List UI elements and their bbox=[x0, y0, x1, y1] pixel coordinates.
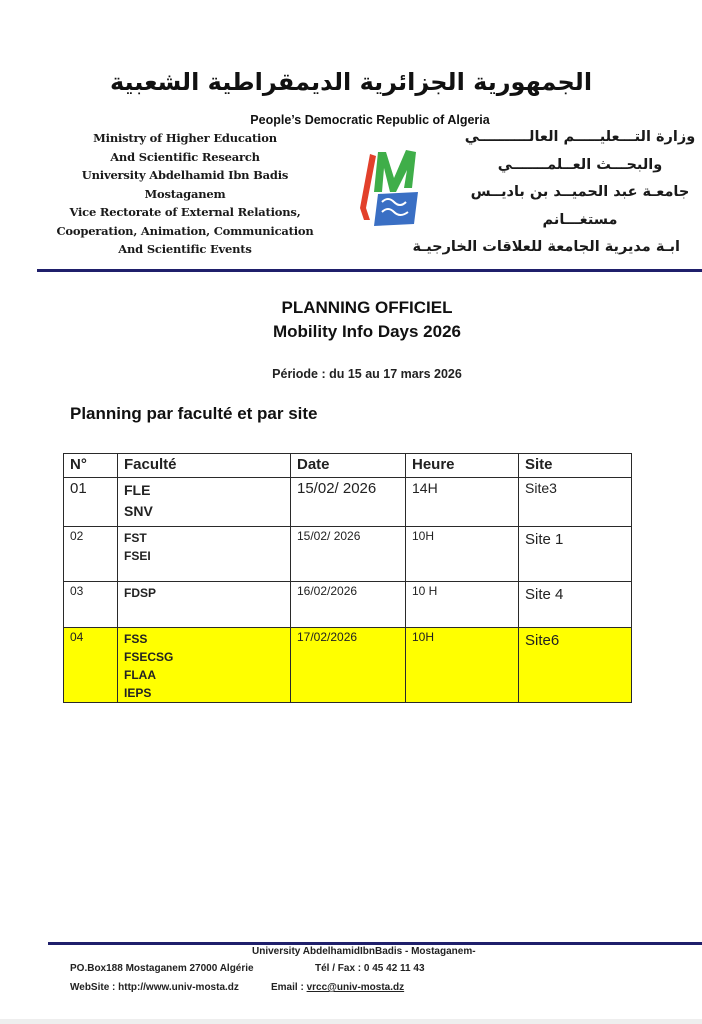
cell-date: 15/02/ 2026 bbox=[291, 478, 406, 527]
faculty-name: FDSP bbox=[124, 586, 157, 600]
table-row bbox=[64, 582, 632, 628]
footer-university: University AbdelhamidIbnBadis - Mostaganem- bbox=[252, 946, 476, 957]
cell-heure: 10H bbox=[406, 527, 519, 582]
header-site: Site bbox=[519, 454, 632, 478]
cell-no: 03 bbox=[64, 582, 118, 628]
cell-no: 02 bbox=[64, 527, 118, 582]
section-title: Planning par faculté et par site bbox=[70, 404, 318, 423]
page-bottom-edge bbox=[0, 1019, 702, 1024]
footer-phone: Tél / Fax : 0 45 42 11 43 bbox=[315, 963, 425, 974]
header-date: Date bbox=[291, 454, 406, 478]
cell-faculte bbox=[118, 527, 291, 582]
institution-line: Vice Rectorate of External Relations, bbox=[69, 205, 301, 219]
cell-faculte bbox=[118, 628, 291, 703]
faculty-name: FLAA bbox=[124, 668, 156, 682]
footer-divider bbox=[48, 942, 702, 945]
institution-arabic-line: ابـة مديرية الجامعة للعلاقات الخارجيـة bbox=[412, 239, 680, 255]
faculty-name: FLE bbox=[124, 482, 151, 498]
cell-date: 15/02/ 2026 bbox=[291, 527, 406, 582]
cell-site: Site 1 bbox=[519, 527, 632, 582]
arabic-country-title: الجمهورية الجزائرية الديمقراطية الشعبية bbox=[109, 68, 593, 96]
footer-email-link[interactable]: vrcc@univ-mosta.dz bbox=[306, 982, 405, 993]
cell-site: Site3 bbox=[519, 478, 632, 527]
document-title: PLANNING OFFICIEL bbox=[281, 298, 453, 317]
logo-green-m bbox=[374, 150, 416, 192]
logo-blue-block bbox=[374, 192, 418, 226]
planning-table bbox=[63, 453, 632, 703]
footer-website[interactable]: WebSite : http://www.univ-mosta.dz bbox=[70, 982, 239, 993]
institution-line: Mostaganem bbox=[144, 186, 226, 201]
period-text: Période : du 15 au 17 mars 2026 bbox=[272, 367, 462, 381]
header-heure: Heure bbox=[406, 454, 519, 478]
document-subtitle: Mobility Info Days 2026 bbox=[273, 322, 461, 341]
university-logo bbox=[356, 148, 422, 228]
institution-arabic-line: وزارة التـــعليـــــم العالــــــــــي bbox=[464, 129, 696, 145]
faculty-name: IEPS bbox=[124, 686, 152, 700]
institution-line: And Scientific Events bbox=[118, 242, 252, 256]
header-no: N° bbox=[64, 454, 118, 478]
institution-arabic-line: والبحـــث العــلمـــــــي bbox=[497, 156, 663, 173]
logo-red-stroke bbox=[360, 154, 376, 220]
institution-line: University Abdelhamid Ibn Badis bbox=[81, 168, 289, 182]
cell-site: Site 4 bbox=[519, 582, 632, 628]
cell-faculte bbox=[118, 582, 291, 628]
english-country-title: People’s Democratic Republic of Algeria bbox=[250, 113, 490, 127]
institution-english-block bbox=[40, 129, 330, 259]
institution-arabic-block bbox=[412, 124, 702, 262]
faculty-name: FSEI bbox=[124, 549, 151, 563]
faculty-name: FSECSG bbox=[124, 650, 174, 664]
table-row-highlighted bbox=[64, 628, 632, 703]
institution-arabic-line: مستغـــانم bbox=[542, 211, 618, 228]
header-divider bbox=[37, 269, 702, 272]
university-logo-graphic bbox=[356, 148, 422, 228]
header-faculte: Faculté bbox=[118, 454, 291, 478]
footer-email bbox=[271, 982, 404, 993]
faculty-name: FSS bbox=[124, 632, 148, 646]
footer-address: PO.Box188 Mostaganem 27000 Algérie bbox=[70, 963, 254, 974]
institution-line: Ministry of Higher Education bbox=[93, 131, 277, 145]
cell-heure: 10 H bbox=[406, 582, 519, 628]
table-row bbox=[64, 527, 632, 582]
cell-no: 04 bbox=[64, 628, 118, 703]
institution-line: And Scientific Research bbox=[110, 149, 260, 164]
cell-date: 17/02/2026 bbox=[291, 628, 406, 703]
institution-arabic-line: جامعـة عبد الحميــد بن باديــس bbox=[470, 184, 690, 200]
institution-line: Cooperation, Animation, Communication bbox=[56, 223, 314, 238]
table-row bbox=[64, 478, 632, 527]
cell-site: Site6 bbox=[519, 628, 632, 703]
cell-heure: 10H bbox=[406, 628, 519, 703]
footer-email-label: Email : bbox=[271, 982, 307, 993]
cell-heure: 14H bbox=[406, 478, 519, 527]
table-header-row bbox=[64, 454, 632, 478]
faculty-name: FST bbox=[124, 531, 147, 545]
cell-no: 01 bbox=[64, 478, 118, 527]
faculty-name: SNV bbox=[124, 503, 153, 519]
cell-date: 16/02/2026 bbox=[291, 582, 406, 628]
cell-faculte bbox=[118, 478, 291, 527]
